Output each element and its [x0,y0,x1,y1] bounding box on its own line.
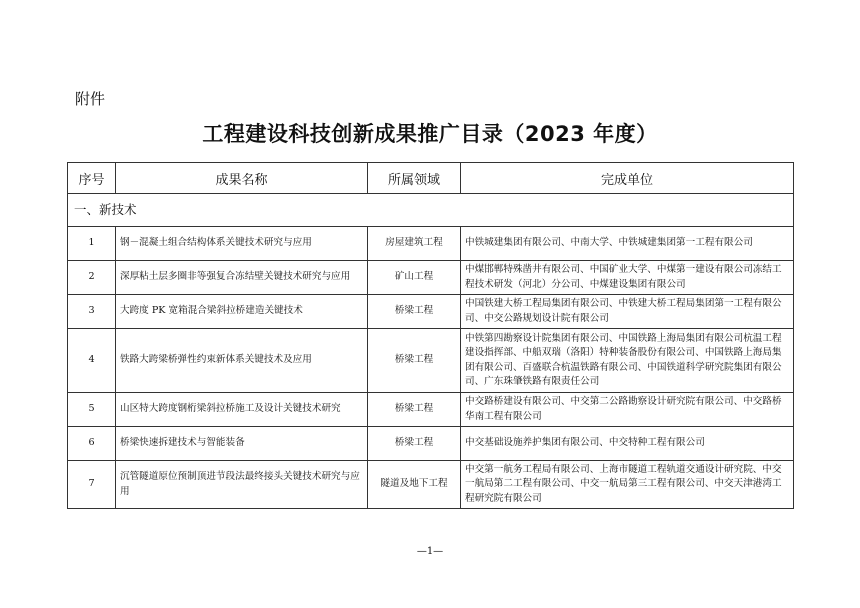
table-header-row [68,163,794,194]
row-field: 桥梁工程 [368,295,461,329]
row-field: 隧道及地下工程 [368,461,461,509]
header-no: 序号 [68,163,116,194]
row-units: 中铁城建集团有限公司、中南大学、中铁城建集团第一工程有限公司 [461,227,794,261]
row-no: 1 [68,227,116,261]
table-row [68,295,794,329]
row-name: 桥梁快速拆建技术与智能装备 [116,427,368,461]
row-no: 7 [68,461,116,509]
section-title: 一、新技术 [68,194,794,227]
row-units: 中交路桥建设有限公司、中交第二公路勘察设计研究院有限公司、中交路桥华南工程有限公司 [461,393,794,427]
row-name: 山区特大跨度钢桁梁斜拉桥施工及设计关键技术研究 [116,393,368,427]
row-field: 矿山工程 [368,261,461,295]
row-field: 桥梁工程 [368,329,461,393]
header-field: 所属领域 [368,163,461,194]
row-field: 桥梁工程 [368,393,461,427]
row-no: 2 [68,261,116,295]
table-row [68,393,794,427]
row-name: 深厚粘土层多圈非等强复合冻结壁关键技术研究与应用 [116,261,368,295]
row-no: 5 [68,393,116,427]
table-row [68,261,794,295]
header-name: 成果名称 [116,163,368,194]
table-row [68,427,794,461]
attachment-label: 附件 [75,90,106,108]
row-no: 4 [68,329,116,393]
achievements-table [67,162,794,509]
page-title: 工程建设科技创新成果推广目录（2023 年度） [202,122,658,146]
row-field: 桥梁工程 [368,427,461,461]
row-name: 钢－混凝土组合结构体系关键技术研究与应用 [116,227,368,261]
row-name: 大跨度 PK 宽箱混合梁斜拉桥建造关键技术 [116,295,368,329]
row-name: 沉管隧道原位预制顶进节段法最终接头关键技术研究与应用 [116,461,368,509]
row-field: 房屋建筑工程 [368,227,461,261]
page-number: —1— [416,546,444,557]
row-units: 中国铁建大桥工程局集团有限公司、中铁建大桥工程局集团第一工程有限公司、中交公路规划设计院有限公司 [461,295,794,329]
table-row [68,227,794,261]
table-row [68,329,794,393]
row-no: 3 [68,295,116,329]
section-row [68,194,794,227]
row-units: 中煤邯郸特殊凿井有限公司、中国矿业大学、中煤第一建设有限公司冻结工程技术研发（河北）分公司、中煤建设集团有限公司 [461,261,794,295]
row-units: 中交第一航务工程局有限公司、上海市隧道工程轨道交通设计研究院、中交一航局第二工程有限公司、中交一航局第三工程有限公司、中交天津港湾工程研究院有限公司 [461,461,794,509]
row-units: 中交基础设施养护集团有限公司、中交特种工程有限公司 [461,427,794,461]
row-no: 6 [68,427,116,461]
row-units: 中铁第四勘察设计院集团有限公司、中国铁路上海局集团有限公司杭温工程建设指挥部、中船双瑞（洛阳）特种装备股份有限公司、中国铁路上海局集团有限公司、百盛联合杭温铁路有限公司、中国铁道科学研究院集团有限公司、广东珠肇铁路有限责任公司 [461,329,794,393]
row-name: 铁路大跨梁桥弹性约束新体系关键技术及应用 [116,329,368,393]
header-units: 完成单位 [461,163,794,194]
table-row [68,461,794,509]
